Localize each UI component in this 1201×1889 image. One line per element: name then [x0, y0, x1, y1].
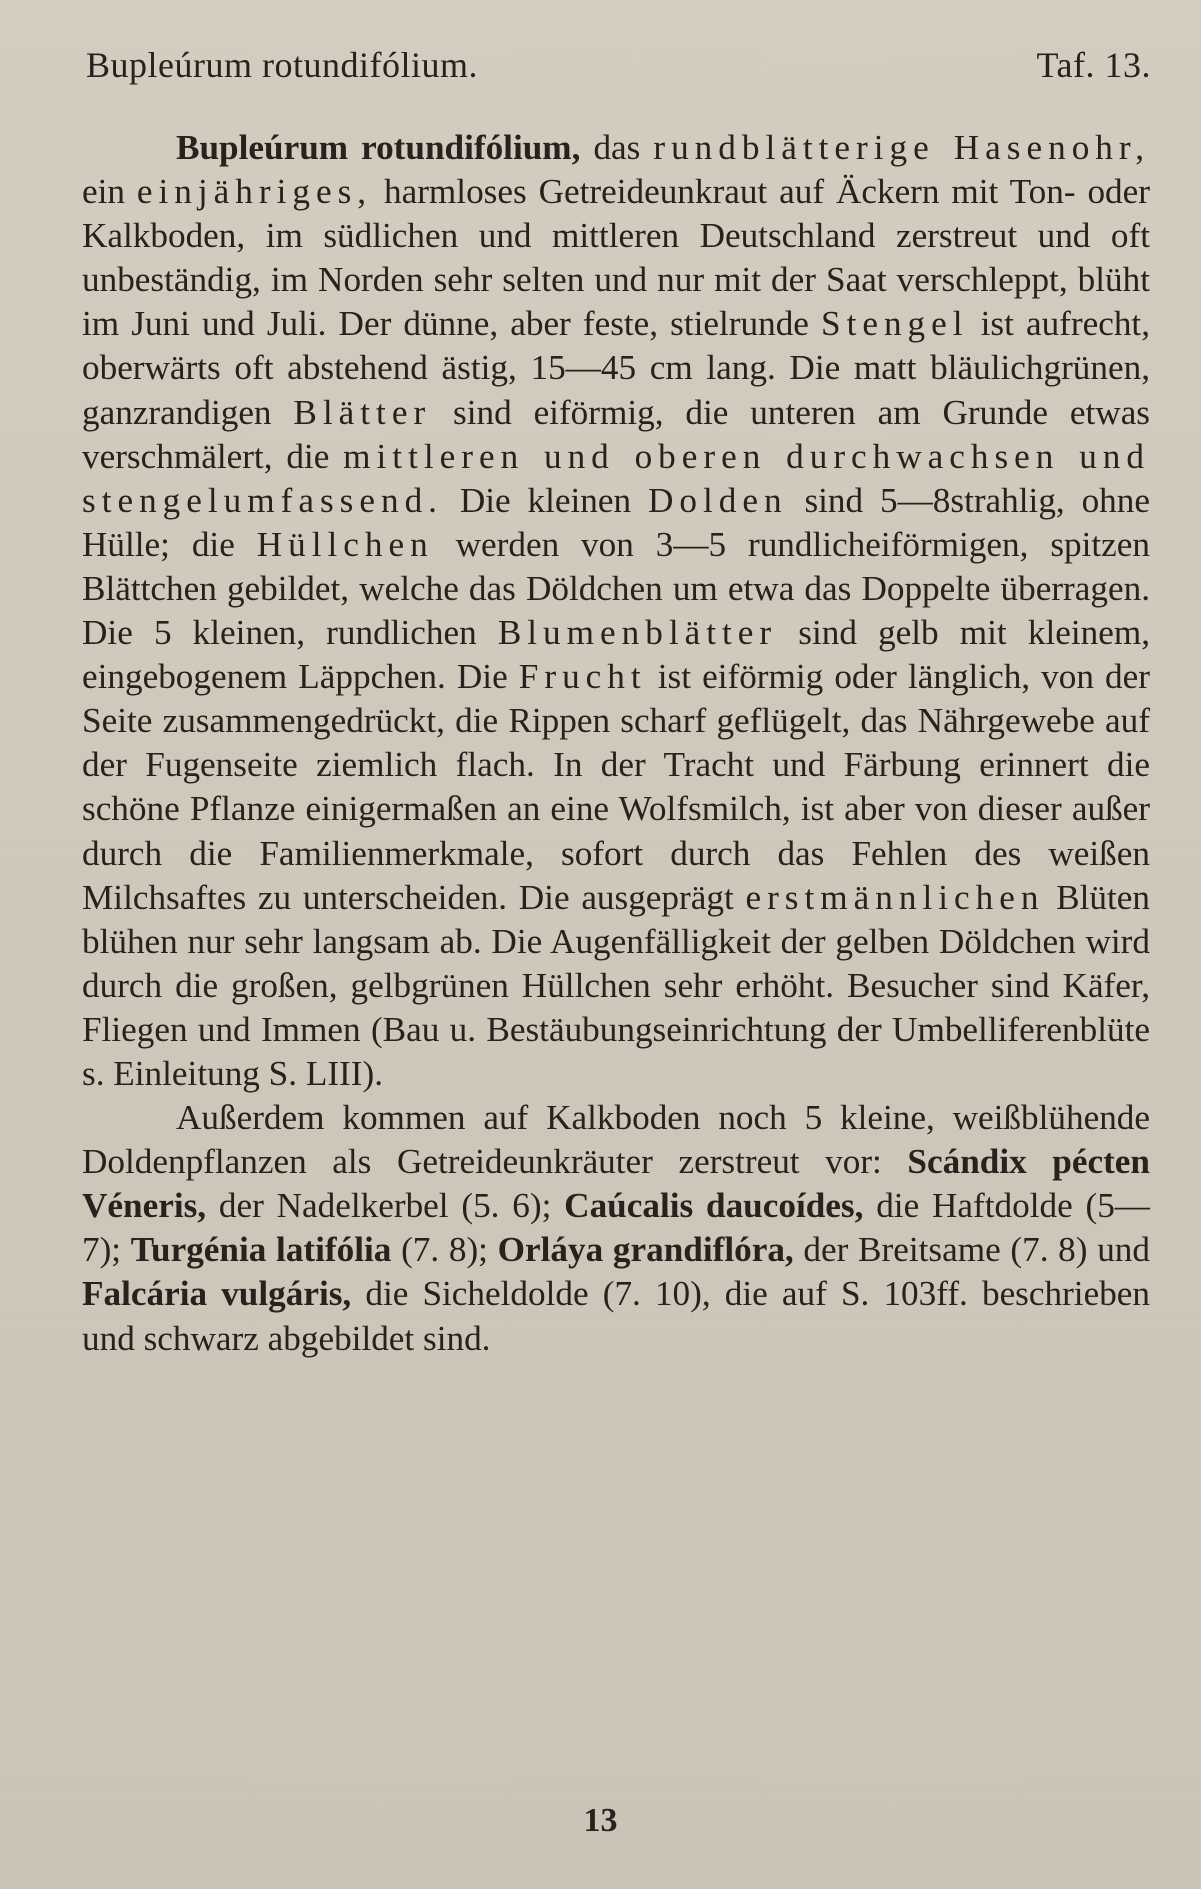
text-run: Die kleinen: [442, 480, 648, 520]
page-number: 13: [583, 1802, 618, 1839]
emphasis: einjähriges,: [136, 172, 373, 212]
species-name: Orláya grandiflóra,: [497, 1230, 794, 1270]
text-run: Außerdem kommen auf Kalkboden noch 5 kleine, weißblühende Doldenpflanzen als Getreideunkräuter zerstreut vor:: [82, 1098, 1150, 1182]
species-name: Caúcalis daucoídes,: [564, 1186, 864, 1226]
text-run: Blüten blühen nur sehr langsam ab. Die Augenfälligkeit der gelben Döldchen wird durch die großen, gelbgrünen Hüllchen sehr erhöht. Besucher sind Käfer, Fliegen und Immen (Bau u. Bestäubungseinrichtung der Umbelliferenblüte s. Einleitung S. LIII).: [82, 877, 1150, 1093]
header-title: Bupleúrum rotundifólium.: [86, 45, 478, 85]
text-run: ein: [82, 172, 137, 212]
emphasis: erstmännlichen: [745, 877, 1045, 917]
text-run: die Sicheldolde (7. 10), die auf S. 103ff. beschrieben und schwarz abgebildet sind.: [82, 1274, 1151, 1358]
text-run: ist aufrecht, oberwärts oft abstehend ästig, 15—45 cm lang. Die matt bläulichgrünen, ganzrandigen: [82, 304, 1150, 432]
text-run: das: [580, 128, 654, 167]
text-run: der Nadelkerbel (5. 6);: [206, 1186, 565, 1226]
running-header: [86, 44, 1151, 86]
species-name: Falcária vulgáris,: [82, 1274, 352, 1314]
term-stengel: Stengel: [821, 304, 969, 344]
text-run: sind 5—8strahlig, ohne Hülle; die: [82, 480, 1150, 564]
species-name: Scándix pécten Véneris,: [82, 1142, 1150, 1226]
term-frucht: Frucht: [518, 657, 647, 697]
text-run: ist eiförmig oder länglich, von der Seite zusammengedrückt, die Rippen scharf geflügelt, das Nährgewebe auf der Fugenseite ziemlich flach. In der Tracht und Färbung erinnert die schöne Pflanze einigermaßen an eine Wolfsmilch, ist aber von dieser außer durch die Familienmerkmale, sofort durch das Fehlen des weißen Milchsaftes zu unterscheiden. Die ausgeprägt: [82, 657, 1150, 917]
text-run: werden von 3—5 rundlicheiförmigen, spitzen Blättchen gebildet, welche das Döldchen um etwa das Doppelte überragen. Die 5 kleinen, rundlichen: [82, 524, 1150, 653]
text-run: der Breitsame (7. 8) und: [793, 1230, 1150, 1270]
paragraph-main: [82, 126, 1150, 1096]
text-run: die Haftdolde (5—7);: [82, 1186, 1150, 1270]
term-blaetter: Blätter: [293, 392, 432, 432]
text-run: harmloses Getreideunkraut auf Äckern mit Ton- oder Kalkboden, im südlichen und mittleren Deutschland zerstreut und oft unbeständig, im Norden sehr selten und nur mit der Saat verschleppt, blüht im Juni und Juli. Der dünne, aber feste, stielrunde: [82, 172, 1150, 344]
term-huellchen: Hüllchen: [256, 524, 434, 564]
common-name: rundblätterige Hasenohr,: [653, 128, 1150, 167]
text-run: sind gelb mit kleinem, eingebogenem Läppchen. Die: [82, 613, 1150, 697]
term-dolden: Dolden: [647, 480, 788, 520]
emphasis: mittleren und oberen durchwachsen und stengelumfassend.: [82, 436, 1150, 520]
species-name: Bupleúrum rotundifólium,: [176, 128, 581, 167]
paragraph-additional: [82, 1096, 1150, 1361]
term-blumenblaetter: Blumenblätter: [497, 613, 778, 653]
text-run: (7. 8);: [391, 1230, 498, 1270]
plate-number: Taf. 13.: [1036, 45, 1151, 85]
text-run: sind eiförmig, die unteren am Grunde etwas verschmälert, die: [82, 392, 1151, 476]
body-text: [82, 126, 1150, 1361]
species-name: Turgénia latifólia: [130, 1230, 392, 1270]
